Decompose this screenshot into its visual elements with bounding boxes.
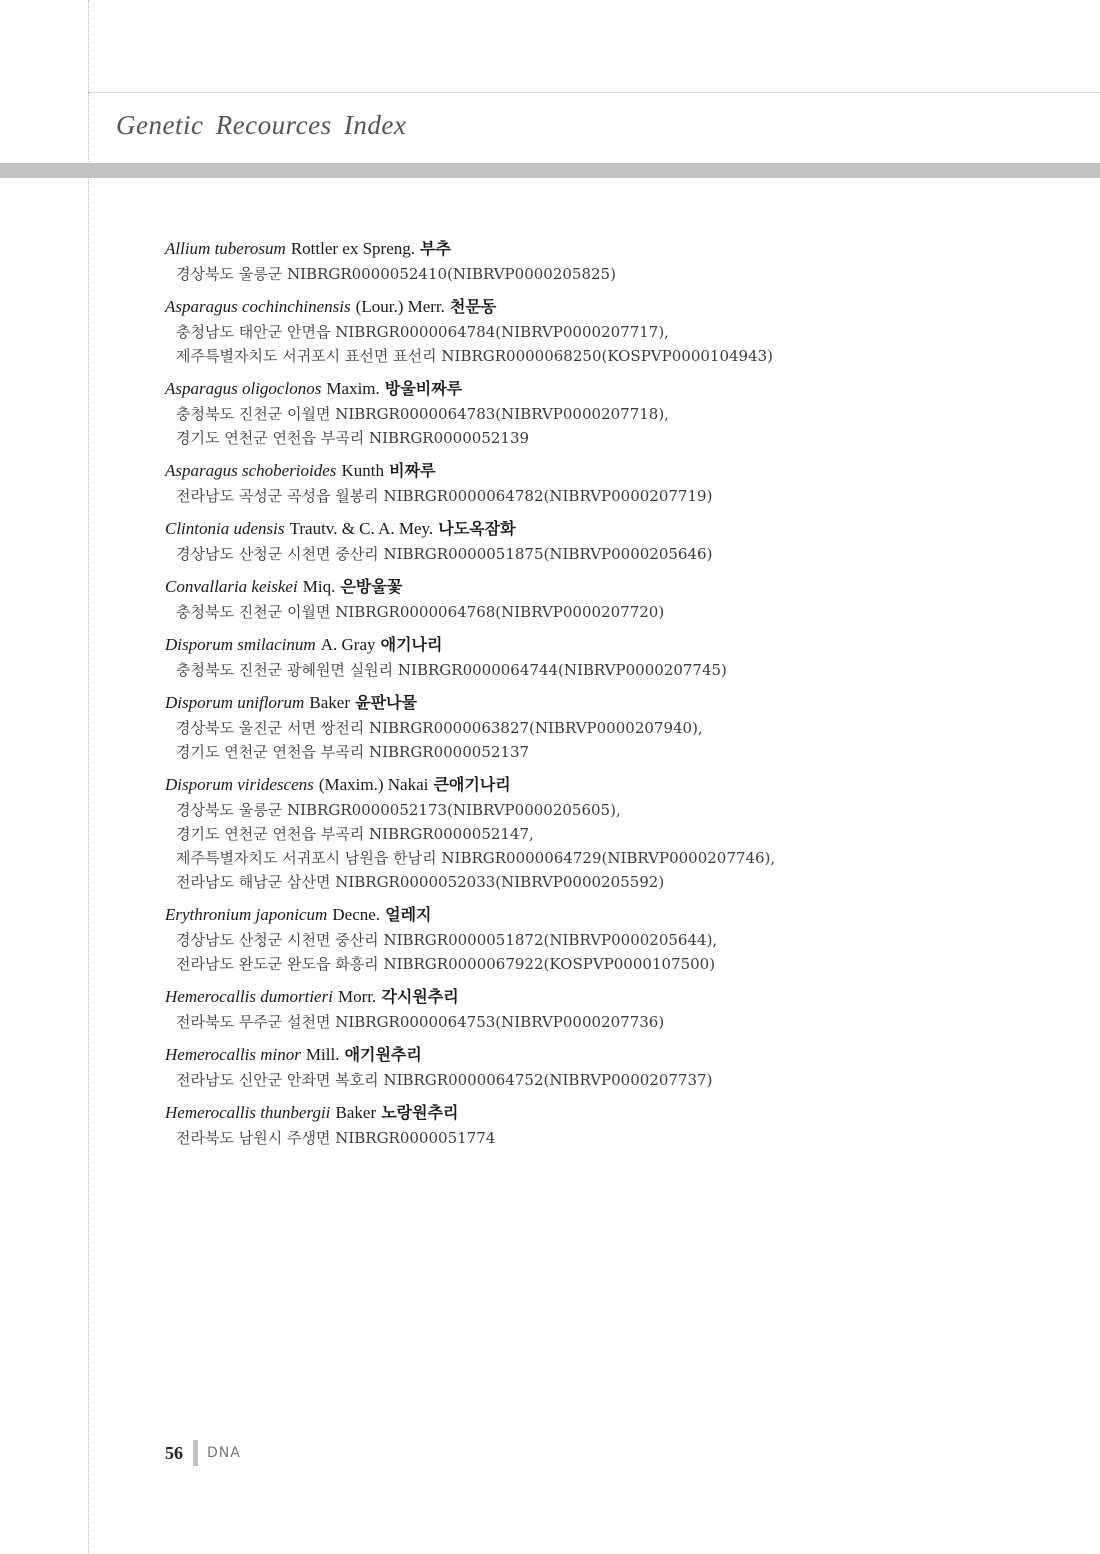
author-citation: (Maxim.) Nakai bbox=[318, 775, 429, 794]
author-citation: (Lour.) Merr. bbox=[355, 297, 445, 316]
species-heading bbox=[165, 376, 1075, 402]
author-citation: Miq. bbox=[302, 577, 336, 596]
species-heading bbox=[165, 772, 1075, 798]
author-citation: Maxim. bbox=[326, 379, 380, 398]
collection-location: 충청북도 진천군 이월면 NIBRGR0000064768(NIBRVP0000207720) bbox=[176, 603, 665, 621]
scientific-name: Convallaria keiskei bbox=[165, 577, 298, 596]
collection-location: 전라남도 신안군 안좌면 복호리 NIBRGR0000064752(NIBRVP0000207737) bbox=[176, 1071, 713, 1089]
collection-location: 전라북도 무주군 설천면 NIBRGR0000064753(NIBRVP0000207736) bbox=[176, 1013, 665, 1031]
species-entry bbox=[165, 574, 1075, 624]
species-heading bbox=[165, 458, 1075, 484]
collection-location: 경기도 연천군 연천읍 부곡리 NIBRGR0000052147, bbox=[176, 825, 534, 843]
species-entry bbox=[165, 516, 1075, 566]
running-header-title: Genetic Recources Index bbox=[116, 110, 407, 140]
page-number: 56 bbox=[165, 1442, 183, 1463]
korean-name: 각시원추리 bbox=[381, 987, 459, 1006]
species-heading bbox=[165, 632, 1075, 658]
collection-location: 경상북도 울릉군 NIBRGR0000052173(NIBRVP0000205605), bbox=[176, 801, 621, 819]
collection-location: 제주특별자치도 서귀포시 표선면 표선리 NIBRGR0000068250(KOSPVP0000104943) bbox=[176, 347, 774, 365]
scientific-name: Hemerocallis minor bbox=[165, 1045, 301, 1064]
scientific-name: Hemerocallis dumortieri bbox=[165, 987, 333, 1006]
collection-location: 전라남도 곡성군 곡성읍 월봉리 NIBRGR0000064782(NIBRVP0000207719) bbox=[176, 487, 713, 505]
collection-location: 전라북도 남원시 주생면 NIBRGR0000051774 bbox=[176, 1129, 496, 1147]
scientific-name: Hemerocallis thunbergii bbox=[165, 1103, 331, 1122]
korean-name: 은방울꽃 bbox=[340, 577, 403, 596]
margin-dotted-vertical-rule bbox=[88, 0, 89, 1554]
scientific-name: Erythronium japonicum bbox=[165, 905, 328, 924]
species-entry bbox=[165, 984, 1075, 1034]
korean-name: 천문동 bbox=[450, 297, 497, 316]
species-entry bbox=[165, 690, 1075, 764]
collection-location: 충청남도 태안군 안면읍 NIBRGR0000064784(NIBRVP0000207717), bbox=[176, 323, 669, 341]
header-dotted-rule bbox=[88, 92, 1100, 93]
korean-name: 큰애기나리 bbox=[433, 775, 511, 794]
species-entry bbox=[165, 458, 1075, 508]
collection-location: 경상북도 울진군 서면 쌍전리 NIBRGR0000063827(NIBRVP0000207940), bbox=[176, 719, 703, 737]
author-citation: A. Gray bbox=[320, 635, 376, 654]
collection-location: 경상남도 산청군 시천면 중산리 NIBRGR0000051872(NIBRVP0000205644), bbox=[176, 931, 718, 949]
collection-location: 제주특별자치도 서귀포시 남원읍 한남리 NIBRGR0000064729(NIBRVP0000207746), bbox=[176, 849, 776, 867]
korean-name: 방울비짜루 bbox=[384, 379, 463, 398]
species-heading bbox=[165, 574, 1075, 600]
species-heading bbox=[165, 984, 1075, 1010]
scientific-name: Asparagus cochinchinensis bbox=[165, 297, 351, 316]
korean-name: 노랑원추리 bbox=[381, 1103, 459, 1122]
species-heading bbox=[165, 1100, 1075, 1126]
species-entry bbox=[165, 236, 1075, 286]
korean-name: 애기원추리 bbox=[344, 1045, 422, 1064]
collection-location: 전라남도 완도군 완도읍 화흥리 NIBRGR0000067922(KOSPVP0000107500) bbox=[176, 955, 716, 973]
korean-name: 윤판나물 bbox=[355, 693, 417, 712]
author-citation: Kunth bbox=[341, 461, 385, 480]
species-heading bbox=[165, 236, 1075, 262]
species-entry bbox=[165, 1042, 1075, 1092]
species-heading bbox=[165, 902, 1075, 928]
species-index-list bbox=[165, 236, 1075, 1158]
collection-location: 충청북도 진천군 이월면 NIBRGR0000064783(NIBRVP0000207718), bbox=[176, 405, 669, 423]
footer-separator-bar bbox=[193, 1440, 198, 1466]
species-heading bbox=[165, 294, 1075, 320]
scientific-name: Asparagus schoberioides bbox=[165, 461, 337, 480]
korean-name: 나도옥잠화 bbox=[438, 519, 516, 538]
page-footer bbox=[165, 1440, 241, 1466]
species-heading bbox=[165, 690, 1075, 716]
footer-section-label: DNA bbox=[207, 1445, 241, 1461]
scientific-name: Disporum uniflorum bbox=[165, 693, 305, 712]
collection-location: 경기도 연천군 연천읍 부곡리 NIBRGR0000052137 bbox=[176, 743, 530, 761]
korean-name: 비짜루 bbox=[389, 461, 436, 480]
collection-location: 충청북도 진천군 광혜원면 실원리 NIBRGR0000064744(NIBRVP0000207745) bbox=[176, 661, 727, 679]
species-entry bbox=[165, 902, 1075, 976]
author-citation: Baker bbox=[335, 1103, 377, 1122]
korean-name: 애기나리 bbox=[380, 635, 443, 654]
collection-location: 전라남도 해남군 삼산면 NIBRGR0000052033(NIBRVP0000205592) bbox=[176, 873, 665, 891]
author-citation: Baker bbox=[309, 693, 351, 712]
species-heading bbox=[165, 1042, 1075, 1068]
species-entry bbox=[165, 772, 1075, 894]
species-entry bbox=[165, 632, 1075, 682]
species-entry bbox=[165, 1100, 1075, 1150]
scientific-name: Asparagus oligoclonos bbox=[165, 379, 322, 398]
species-heading bbox=[165, 516, 1075, 542]
collection-location: 경상북도 울릉군 NIBRGR0000052410(NIBRVP0000205825) bbox=[176, 265, 616, 283]
author-citation: Mill. bbox=[305, 1045, 340, 1064]
author-citation: Morr. bbox=[338, 987, 377, 1006]
author-citation: Decne. bbox=[332, 905, 381, 924]
korean-name: 부추 bbox=[420, 239, 452, 258]
author-citation: Trautv. & C. A. Mey. bbox=[289, 519, 434, 538]
author-citation: Rottler ex Spreng. bbox=[290, 239, 415, 258]
species-entry bbox=[165, 376, 1075, 450]
scientific-name: Disporum viridescens bbox=[165, 775, 314, 794]
korean-name: 얼레지 bbox=[385, 905, 432, 924]
header-gray-band bbox=[0, 163, 1100, 178]
scientific-name: Disporum smilacinum bbox=[165, 635, 316, 654]
collection-location: 경기도 연천군 연천읍 부곡리 NIBRGR0000052139 bbox=[176, 429, 530, 447]
collection-location: 경상남도 산청군 시천면 중산리 NIBRGR0000051875(NIBRVP0000205646) bbox=[176, 545, 713, 563]
scientific-name: Clintonia udensis bbox=[165, 519, 285, 538]
species-entry bbox=[165, 294, 1075, 368]
scientific-name: Allium tuberosum bbox=[165, 239, 286, 258]
